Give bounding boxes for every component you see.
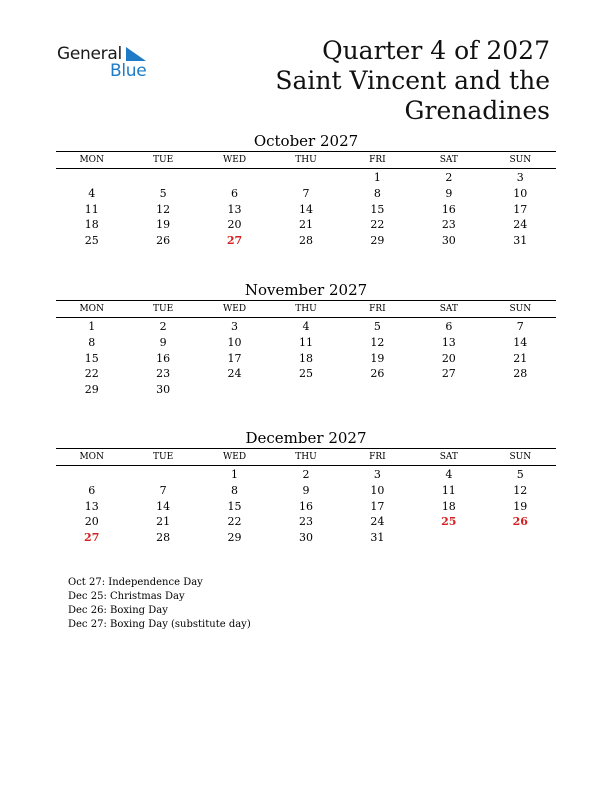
weekday-header: FRI <box>342 301 413 318</box>
weekday-header: THU <box>270 449 341 466</box>
month-title: November 2027 <box>244 281 368 299</box>
day-cell: 28 <box>298 234 313 248</box>
weekday-header: MON <box>56 449 127 466</box>
month-title: October 2027 <box>253 132 359 150</box>
weekday-header: WED <box>199 449 270 466</box>
holiday-note: Dec 26: Boxing Day <box>68 605 168 616</box>
calendar-grid <box>56 151 556 249</box>
day-cell: 8 <box>88 335 96 349</box>
day-cell: 30 <box>156 383 171 397</box>
empty-day-cell <box>342 382 413 398</box>
day-cell: 21 <box>513 351 528 365</box>
day-cell: 9 <box>445 186 453 200</box>
day-cell: 11 <box>441 483 456 497</box>
day-cell: 5 <box>159 186 167 200</box>
holiday-note: Dec 27: Boxing Day (substitute day) <box>68 619 251 630</box>
weekday-header: SAT <box>413 152 484 169</box>
day-cell: 3 <box>231 320 239 333</box>
week-row <box>56 530 556 546</box>
empty-day-cell <box>270 382 341 398</box>
day-cell: 20 <box>441 351 456 365</box>
day-cell: 15 <box>370 202 385 216</box>
day-cell: 20 <box>84 515 99 529</box>
weekday-header: SAT <box>413 449 484 466</box>
day-cell: 18 <box>84 218 99 232</box>
week-row <box>56 186 556 202</box>
weekday-header: SAT <box>413 301 484 318</box>
weekday-header: TUE <box>127 449 198 466</box>
day-cell: 30 <box>298 531 313 545</box>
day-cell: 18 <box>441 499 456 513</box>
day-cell: 6 <box>88 483 96 497</box>
holiday-note: Oct 27: Independence Day <box>68 577 203 588</box>
day-cell: 29 <box>370 234 385 248</box>
day-cell: 23 <box>298 515 313 529</box>
day-cell: 9 <box>159 335 167 349</box>
empty-day-cell <box>127 466 198 483</box>
week-row <box>56 382 556 398</box>
day-cell: 26 <box>156 234 171 248</box>
day-cell: 17 <box>227 351 242 365</box>
day-cell: 4 <box>302 320 310 333</box>
day-cell: 8 <box>231 483 239 497</box>
week-row <box>56 202 556 218</box>
day-cell: 15 <box>227 499 242 513</box>
weekday-header: FRI <box>342 449 413 466</box>
weekday-header: THU <box>270 152 341 169</box>
empty-day-cell <box>56 169 127 186</box>
day-cell: 14 <box>156 499 171 513</box>
day-cell: 13 <box>441 335 456 349</box>
week-row <box>56 318 556 335</box>
logo-general-text: General <box>57 44 122 64</box>
weekday-header: SUN <box>485 449 556 466</box>
day-cell: 14 <box>513 335 528 349</box>
day-cell: 3 <box>516 171 524 184</box>
empty-day-cell <box>413 382 484 398</box>
month-october <box>56 131 556 249</box>
weekday-header: THU <box>270 301 341 318</box>
empty-day-cell <box>485 382 556 398</box>
day-cell: 22 <box>227 515 242 529</box>
day-cell: 19 <box>513 499 528 513</box>
day-cell: 29 <box>84 383 99 397</box>
weekday-header: WED <box>199 301 270 318</box>
day-cell: 10 <box>370 483 385 497</box>
empty-day-cell <box>199 382 270 398</box>
weekday-header: TUE <box>127 301 198 318</box>
day-cell: 11 <box>84 202 99 216</box>
day-cell: 26 <box>370 367 385 381</box>
day-cell: 24 <box>513 218 528 232</box>
day-cell: 3 <box>373 468 381 481</box>
day-cell: 2 <box>445 171 453 184</box>
day-cell: 11 <box>298 335 313 349</box>
day-cell: 1 <box>373 171 381 184</box>
day-cell: 7 <box>302 186 310 200</box>
weekday-header: WED <box>199 152 270 169</box>
week-row <box>56 217 556 233</box>
day-cell: 2 <box>302 468 310 481</box>
day-cell: 19 <box>156 218 171 232</box>
day-cell: 24 <box>370 515 385 529</box>
day-cell: 21 <box>156 515 171 529</box>
day-cell: 31 <box>370 531 385 545</box>
day-cell: 9 <box>302 483 310 497</box>
day-cell: 30 <box>441 234 456 248</box>
month-december <box>56 428 556 546</box>
month-title: December 2027 <box>245 429 367 447</box>
day-cell: 14 <box>298 202 313 216</box>
calendar-grid <box>56 448 556 546</box>
week-row <box>56 366 556 382</box>
day-cell: 25 <box>84 234 99 248</box>
page-title <box>275 36 550 126</box>
weekday-header: FRI <box>342 152 413 169</box>
empty-day-cell <box>270 169 341 186</box>
day-cell: 28 <box>156 531 171 545</box>
day-cell: 25 <box>298 367 313 381</box>
week-row <box>56 499 556 515</box>
day-cell: 21 <box>298 218 313 232</box>
weekday-header: SUN <box>485 301 556 318</box>
day-cell: 16 <box>156 351 171 365</box>
day-cell: 24 <box>227 367 242 381</box>
holiday-day-cell: 26 <box>512 515 528 529</box>
week-row <box>56 335 556 351</box>
week-row <box>56 169 556 186</box>
day-cell: 23 <box>156 367 171 381</box>
holiday-notes <box>68 576 251 632</box>
day-cell: 27 <box>441 367 456 381</box>
week-row <box>56 351 556 367</box>
day-cell: 12 <box>156 202 171 216</box>
month-november <box>56 280 556 398</box>
day-cell: 2 <box>159 320 167 333</box>
day-cell: 10 <box>513 186 528 200</box>
day-cell: 6 <box>445 320 453 333</box>
empty-day-cell <box>413 530 484 546</box>
day-cell: 18 <box>298 351 313 365</box>
weekday-header: SUN <box>485 152 556 169</box>
day-cell: 22 <box>370 218 385 232</box>
day-cell: 31 <box>513 234 528 248</box>
day-cell: 4 <box>445 468 453 481</box>
day-cell: 17 <box>370 499 385 513</box>
week-row <box>56 233 556 249</box>
day-cell: 10 <box>227 335 242 349</box>
day-cell: 4 <box>88 186 96 200</box>
holiday-note: Dec 25: Christmas Day <box>68 591 185 602</box>
day-cell: 1 <box>231 468 239 481</box>
title-line: Quarter 4 of 2027 <box>322 36 550 65</box>
day-cell: 29 <box>227 531 242 545</box>
day-cell: 5 <box>373 320 381 333</box>
empty-day-cell <box>56 466 127 483</box>
day-cell: 17 <box>513 202 528 216</box>
day-cell: 22 <box>84 367 99 381</box>
empty-day-cell <box>127 169 198 186</box>
week-row <box>56 466 556 483</box>
weekday-header: MON <box>56 301 127 318</box>
day-cell: 15 <box>84 351 99 365</box>
day-cell: 7 <box>159 483 167 497</box>
weekday-header: TUE <box>127 152 198 169</box>
day-cell: 5 <box>516 468 524 481</box>
logo-blue-text: Blue <box>110 61 147 81</box>
title-line: Grenadines <box>404 96 550 125</box>
day-cell: 19 <box>370 351 385 365</box>
empty-day-cell <box>199 169 270 186</box>
holiday-day-cell: 27 <box>84 531 100 545</box>
day-cell: 7 <box>516 320 524 333</box>
holiday-day-cell: 27 <box>226 234 243 248</box>
day-cell: 13 <box>84 499 99 513</box>
day-cell: 1 <box>88 320 96 333</box>
day-cell: 28 <box>513 367 528 381</box>
title-line: Saint Vincent and the <box>275 66 550 95</box>
day-cell: 23 <box>441 218 456 232</box>
weekday-header: MON <box>56 152 127 169</box>
day-cell: 20 <box>227 218 242 232</box>
day-cell: 8 <box>373 186 381 200</box>
day-cell: 12 <box>370 335 385 349</box>
day-cell: 16 <box>298 499 313 513</box>
week-row <box>56 514 556 530</box>
day-cell: 16 <box>441 202 456 216</box>
week-row <box>56 483 556 499</box>
day-cell: 6 <box>231 186 239 200</box>
logo <box>57 44 157 84</box>
holiday-day-cell: 25 <box>441 515 457 529</box>
day-cell: 12 <box>513 483 528 497</box>
day-cell: 13 <box>227 202 242 216</box>
calendar-grid <box>56 300 556 398</box>
empty-day-cell <box>485 530 556 546</box>
